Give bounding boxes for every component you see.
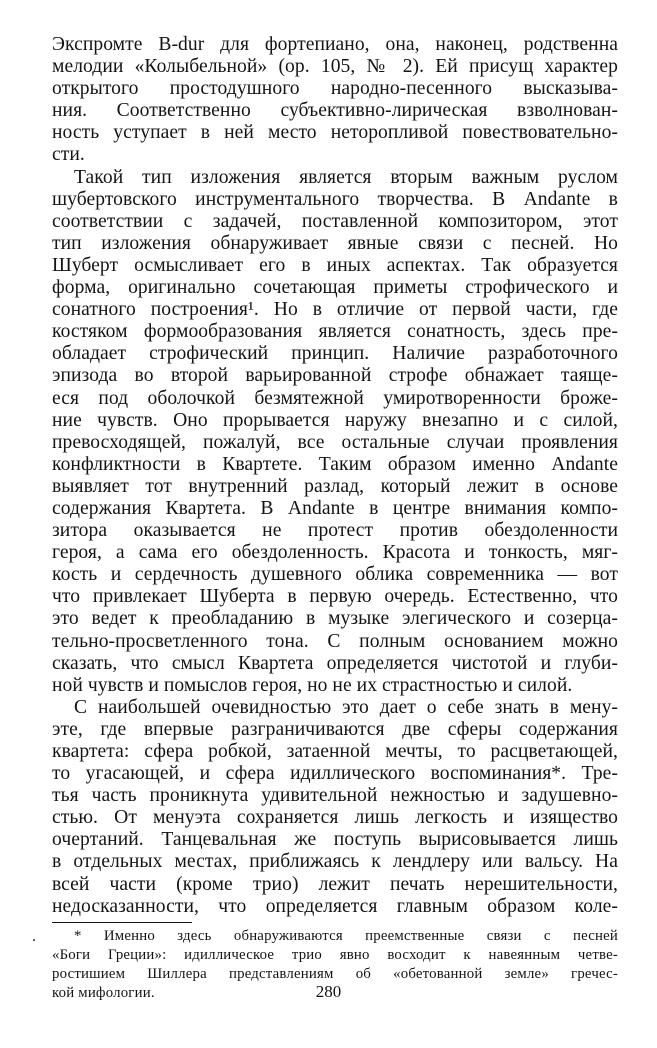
- paragraph-2: [52, 167, 618, 697]
- text-line: открытого простодушного народно-песенного высказыва-: [52, 78, 618, 100]
- text-line: ной чувств и помыслов героя, но не их страстностью и силой.: [52, 674, 573, 696]
- footnote-line: * Именно здесь обнаруживаются преемственные связи с песней: [74, 928, 618, 945]
- text-line: эте, где впервые разграничиваются две сферы содержания: [52, 718, 618, 740]
- text-line: недосказанности, что определяется главным образом коле-: [52, 895, 618, 917]
- text-line: соответствии с задачей, поставленной композитором, этот: [52, 210, 618, 232]
- footnote-line: ростишием Шиллера представлениям об «обетованной земле» гречес-: [52, 966, 618, 983]
- text-line: героя, а сама его обездоленность. Красота и тонкость, мяг-: [52, 542, 618, 564]
- text-line: сти.: [52, 144, 85, 166]
- footnote-line: кой мифологии.: [52, 985, 155, 1002]
- footnote-line: «Боги Греции»: идиллическое трио явно восходит к навеянным четве-: [52, 947, 618, 964]
- text-line: ность уступает в ней место неторопливой повествовательно-: [52, 122, 618, 144]
- text-line: квартета: сфера робкой, затаенной мечты, то расцветающей,: [52, 741, 618, 762]
- text-line: то угасающей, и сфера идиллического воспоминания*. Тре-: [52, 763, 618, 785]
- text-line: Шуберт осмысливает его в иных аспектах. Так образуется: [52, 254, 618, 276]
- text-line: содержания Квартета. В Andante в центре внимания компо-: [52, 497, 618, 519]
- paragraph-3: [52, 697, 618, 918]
- margin-mark: .: [32, 928, 36, 945]
- page-number: 280: [315, 982, 342, 1001]
- text-line: ния. Соответственно субъективно-лирическая взволнован-: [52, 100, 618, 122]
- text-line: стью. От менуэта сохраняется лишь легкость и изящество: [52, 807, 618, 829]
- text-line: ние чувств. Оно прорывается наружу внезапно и с силой,: [52, 409, 618, 431]
- paragraph-1: [52, 34, 618, 167]
- text-line: это ведет к преобладанию в музыке элегического и созерца-: [52, 608, 618, 630]
- text-line: Экспромте B-dur для фортепиано, она, наконец, родственна: [52, 34, 618, 55]
- text-line: костяком формообразования является сонатность, здесь пре-: [52, 321, 618, 343]
- text-line: шубертовского инструментального творчества. В Andante в: [52, 188, 618, 210]
- page-content: [52, 34, 618, 1003]
- text-line: кость и сердечность душевного облика современника — вот: [52, 564, 618, 586]
- text-line: тья часть проникнута удивительной нежностью и задушевно-: [52, 785, 618, 807]
- text-line: эпизода во второй варьированной строфе обнажает таяще-: [52, 365, 618, 387]
- text-line: Такой тип изложения является вторым важным руслом: [74, 166, 618, 188]
- text-line: конфликтности в Квартете. Таким образом именно Andante: [52, 453, 618, 475]
- text-line: С наибольшей очевидностью это дает о себе знать в мену-: [74, 696, 618, 718]
- text-line: всей части (кроме трио) лежит печать нерешительности,: [52, 873, 618, 895]
- text-line: еся под оболочкой безмятежной умиротворенности броже-: [52, 387, 618, 409]
- text-line: очертаний. Танцевальная же поступь вырисовывается лишь: [52, 829, 618, 851]
- text-line: форма, оригинально сочетающая приметы строфического и: [52, 277, 618, 299]
- text-line: мелодии «Колыбельной» (ор. 105, № 2). Ей присущ характер: [52, 56, 618, 78]
- footnote-divider: [52, 922, 192, 924]
- text-line: тельно-просветленного тона. С полным основанием можно: [52, 630, 618, 652]
- text-line: превосходящей, пожалуй, все остальные случаи проявления: [52, 431, 618, 453]
- text-line: тип изложения обнаруживает явные связи с песней. Но: [52, 232, 618, 254]
- text-line: что привлекает Шуберта в первую очередь. Естественно, что: [52, 586, 618, 608]
- text-line: выявляет тот внутренний разлад, который лежит в основе: [52, 475, 618, 497]
- text-line: зитора оказывается не протест против обездоленности: [52, 520, 618, 542]
- text-line: обладает строфический принцип. Наличие разработочного: [52, 343, 618, 365]
- text-line: сонатного построения¹. Но в отличие от первой части, где: [52, 299, 618, 321]
- text-line: в отдельных местах, приближаясь к лендлеру или вальсу. На: [52, 851, 618, 873]
- text-line: сказать, что смысл Квартета определяется чистотой и глуби-: [52, 652, 618, 674]
